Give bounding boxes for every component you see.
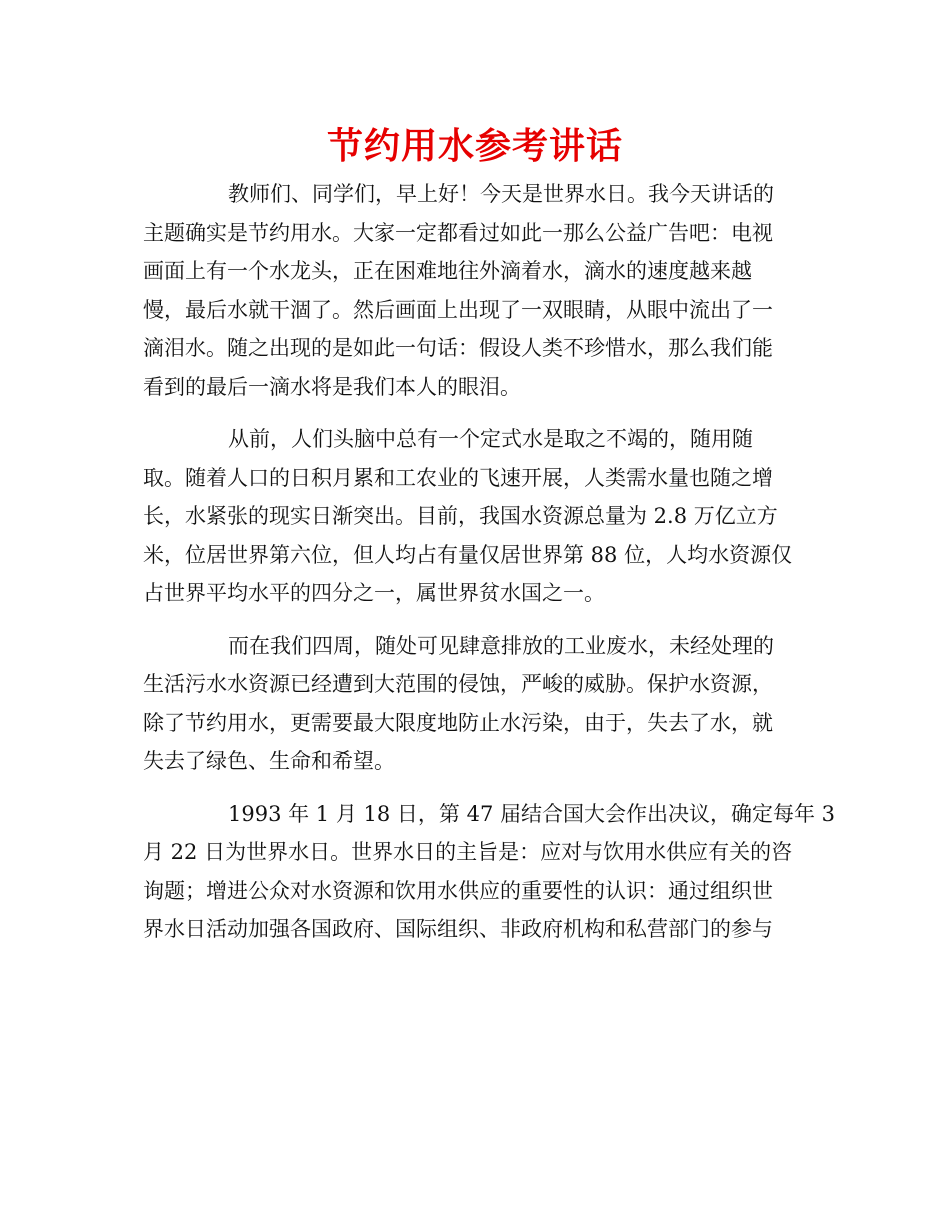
text-line: 询题；增进公众对水资源和饮用水供应的重要性的认识：通过组织世 bbox=[143, 878, 773, 903]
paragraph-3 bbox=[143, 627, 819, 781]
text-line: 滴泪水。随之出现的是如此一句话：假设人类不珍惜水，那么我们能 bbox=[143, 336, 773, 360]
text-line: 米，位居世界第六位，但人均占有量仅居世界第 88 位，人均水资源仅 bbox=[143, 542, 793, 567]
text-line: 而在我们四周，随处可见肆意排放的工业废水，未经处理的 bbox=[228, 633, 774, 658]
text-line: 失去了绿色、生命和希望。 bbox=[143, 749, 395, 773]
text-line: 看到的最后一滴水将是我们本人的眼泪。 bbox=[143, 374, 521, 399]
paragraph-4 bbox=[143, 795, 836, 949]
text-line: 主题确实是节约用水。大家一定都看过如此一那么公益广告吧：电视 bbox=[143, 220, 773, 245]
paragraph-1 bbox=[143, 175, 819, 406]
text-line: 教师们、同学们，早上好！今天是世界水日。我今天讲话的 bbox=[228, 182, 774, 206]
text-line: 画面上有一个水龙头，正在困难地往外滴着水，滴水的速度越来越 bbox=[143, 259, 752, 283]
text-line: 月 22 日为世界水日。世界水日的主旨是：应对与饮用水供应有关的咨 bbox=[143, 840, 793, 864]
text-line: 从前，人们头脑中总有一个定式水是取之不竭的，随用随 bbox=[228, 427, 753, 451]
document-title: 节约用水参考讲话 bbox=[326, 126, 623, 167]
text-line: 1993 年 1 月 18 日，第 47 届结合国大会作出决议，确定每年 3 bbox=[228, 801, 836, 826]
text-line: 取。随着人口的日积月累和工农业的飞速开展，人类需水量也随之增 bbox=[143, 465, 773, 490]
text-line: 占世界平均水平的四分之一，属世界贫水国之一。 bbox=[143, 581, 605, 605]
text-line: 生活污水水资源已经遭到大范围的侵蚀，严峻的威胁。保护水资源， bbox=[143, 672, 773, 696]
text-line: 界水日活动加强各国政府、国际组织、非政府机构和私营部门的参与 bbox=[143, 917, 773, 941]
text-line: 长，水紧张的现实日渐突出。目前，我国水资源总量为 2.8 万亿立方 bbox=[143, 504, 778, 528]
text-line: 慢，最后水就干涸了。然后画面上出现了一双眼睛，从眼中流出了一 bbox=[143, 297, 773, 322]
text-line: 除了节约用水，更需要最大限度地防止水污染，由于，失去了水，就 bbox=[143, 710, 773, 735]
document-body bbox=[143, 175, 836, 963]
paragraph-2 bbox=[143, 420, 819, 613]
